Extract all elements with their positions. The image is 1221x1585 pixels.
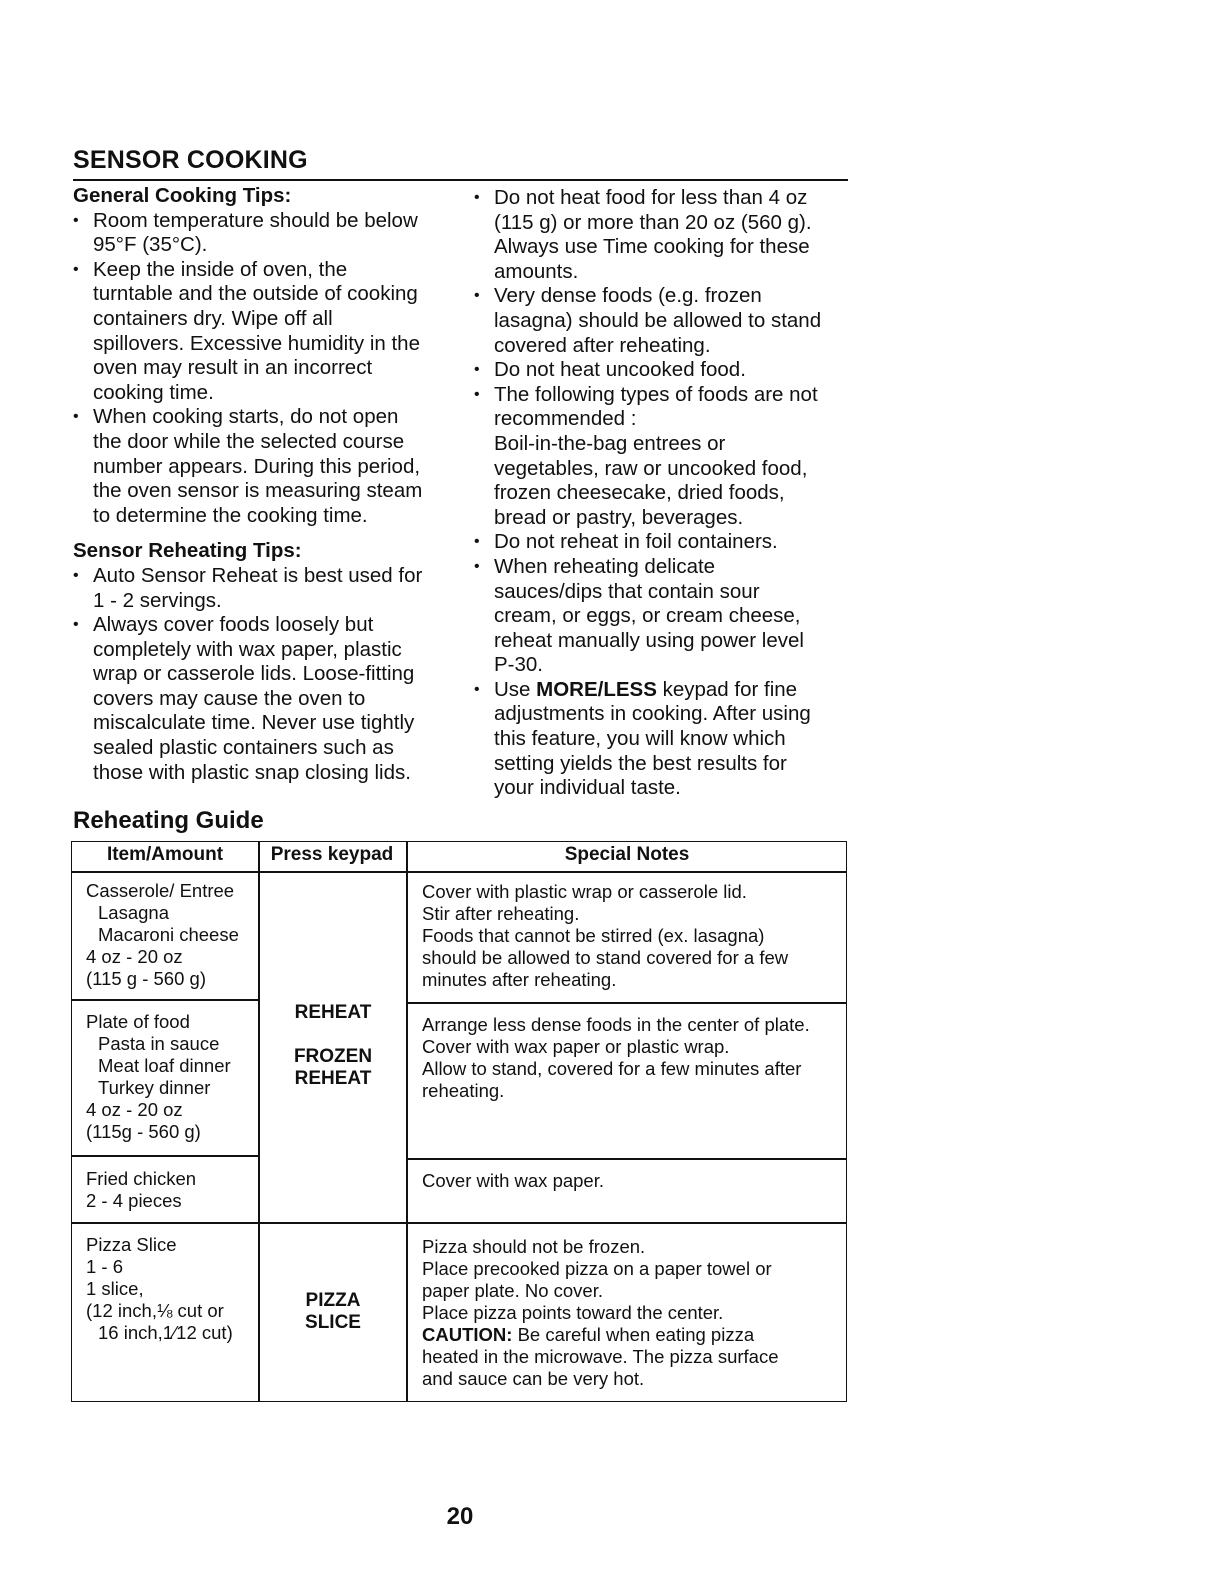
table-row-notes: Cover with plastic wrap or casserole lid. Stir after reheating. Foods that cannot be stirred (ex. lasagna) should be allowed to stand covered for a few minutes after reheating.	[422, 881, 789, 990]
header-special-notes: Special Notes	[564, 844, 690, 865]
list-item: • Always cover foods loosely but completely with wax paper, plastic wrap or casserole lids. Loose-fitting covers may cause the oven to miscalculate time. Never use tightly sealed plastic containers such as those with plastic snap closing lids.	[73, 613, 453, 785]
list-item: • Very dense foods (e.g. frozen lasagna) should be allowed to stand covered after reheating.	[474, 284, 854, 358]
page-number: 20	[446, 1503, 474, 1530]
table-row-item: Pizza Slice 1 - 6 1 slice, (12 inch,⅛ cut or 16 inch,1⁄12 cut)	[86, 1234, 233, 1343]
list-item: • Keep the inside of oven, the turntable and the outside of cooking containers dry. Wipe off all spillovers. Excessive humidity in the oven may result in an incorrect cooking time.	[73, 258, 453, 406]
table-divider	[72, 1222, 846, 1224]
table-row-item: Plate of food Pasta in sauce Meat loaf dinner Turkey dinner 4 oz - 20 oz (115g - 560 g)	[86, 1011, 231, 1142]
list-item: • Use MORE/LESS keypad for fine adjustments in cooking. After using this feature, you will know which setting yields the best results for your individual taste.	[474, 678, 854, 801]
list-item: • When cooking starts, do not open the door while the selected course number appears. During this period, the oven sensor is measuring steam to determine the cooking time.	[73, 405, 453, 528]
right-column	[474, 186, 854, 801]
list-item: • Room temperature should be below 95°F (35°C).	[73, 209, 453, 258]
list-item: • Do not heat food for less than 4 oz (115 g) or more than 20 oz (560 g). Always use Time cooking for these amounts.	[474, 186, 854, 284]
section-title: SENSOR COOKING	[73, 146, 308, 174]
caution-label: CAUTION:	[422, 1324, 513, 1345]
keypad-reheat: REHEAT	[294, 1002, 372, 1023]
reheating-tips-list	[73, 564, 453, 785]
header-item-amount: Item/Amount	[106, 844, 224, 865]
table-row-item: Casserole/ Entree Lasagna Macaroni cheese 4 oz - 20 oz (115 g - 560 g)	[86, 880, 239, 989]
table-divider	[407, 1158, 846, 1160]
reheating-guide-table	[71, 841, 847, 1402]
table-divider	[72, 1155, 258, 1157]
keypad-frozen-reheat: FROZEN REHEAT	[293, 1046, 373, 1089]
reheating-tips-heading: Sensor Reheating Tips:	[73, 539, 302, 563]
general-tips-heading: General Cooking Tips:	[73, 184, 292, 207]
list-item: • Do not heat uncooked food.	[474, 358, 854, 383]
keypad-pizza-slice: PIZZA SLICE	[305, 1290, 361, 1333]
reheating-guide-title: Reheating Guide	[73, 807, 264, 834]
header-press-keypad: Press keypad	[270, 844, 394, 865]
list-item: • Do not reheat in foil containers.	[474, 530, 854, 555]
left-column	[73, 184, 453, 785]
table-row-item: Fried chicken 2 - 4 pieces	[86, 1168, 197, 1211]
table-row-notes: Cover with wax paper.	[422, 1170, 605, 1191]
right-tips-list	[474, 186, 854, 801]
general-tips-list	[73, 209, 453, 529]
title-divider	[73, 179, 848, 181]
table-row-notes: Pizza should not be frozen. Place precooked pizza on a paper towel or paper plate. No cover. Place pizza points toward the center. CAUTION: Be careful when eating pizza heated in the microwave. The pizza surface and sauce can be very hot.	[422, 1236, 779, 1389]
table-divider	[407, 1002, 846, 1004]
table-divider	[72, 999, 258, 1001]
table-row-notes: Arrange less dense foods in the center of plate. Cover with wax paper or plastic wrap. Allow to stand, covered for a few minutes after reheating.	[422, 1014, 810, 1101]
more-less-keyword: MORE/LESS	[536, 677, 657, 701]
list-item: • The following types of foods are not recommended : Boil-in-the-bag entrees or vegetables, raw or uncooked food, frozen cheesecake, dried foods, bread or pastry, beverages.	[474, 383, 854, 531]
list-item: • When reheating delicate sauces/dips that contain sour cream, or eggs, or cream cheese, reheat manually using power level P-30.	[474, 555, 854, 678]
list-item: • Auto Sensor Reheat is best used for 1 - 2 servings.	[73, 564, 453, 613]
table-divider	[72, 871, 846, 873]
